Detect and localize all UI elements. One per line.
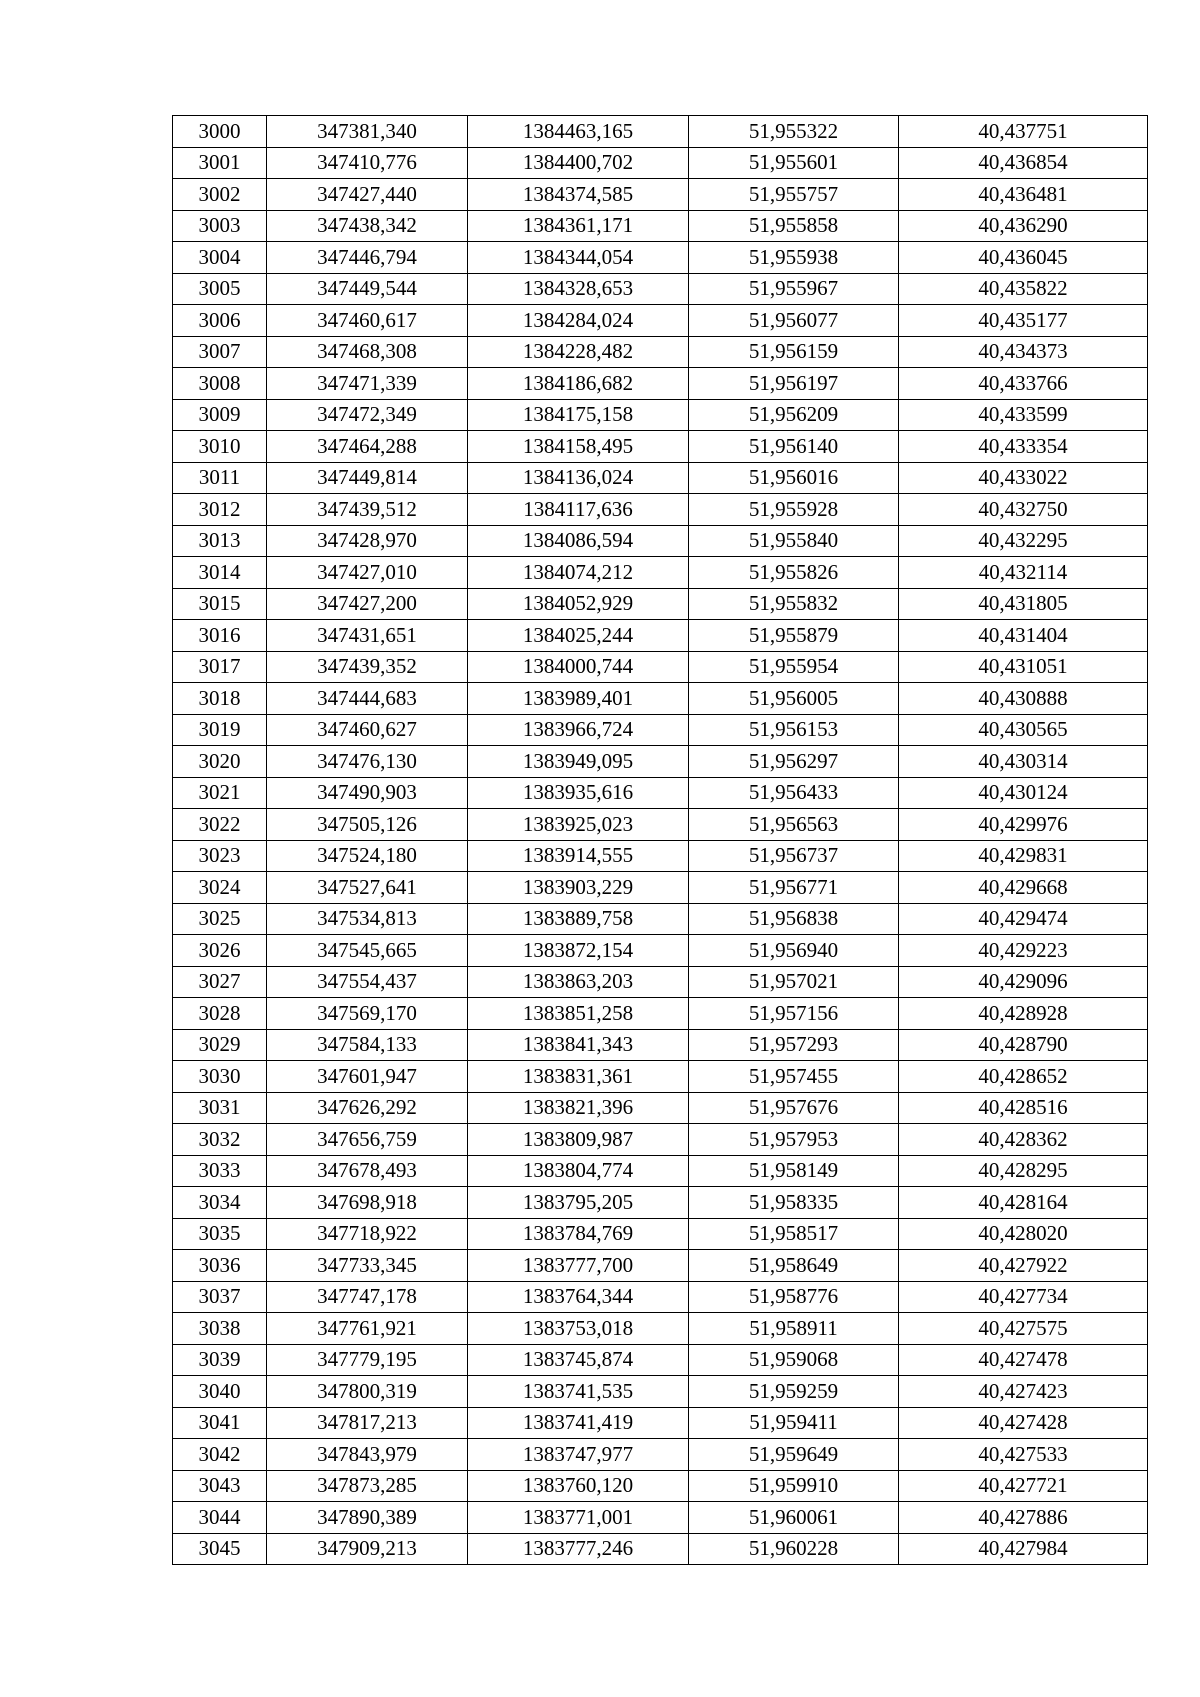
table-row: [173, 1313, 1148, 1345]
cell-point-number: 3006: [173, 305, 267, 337]
cell-coord-y: 1383753,018: [468, 1313, 689, 1345]
cell-point-number: 3004: [173, 242, 267, 274]
cell-coord-x: 347460,627: [267, 714, 468, 746]
cell-latitude: 51,956433: [689, 777, 899, 809]
cell-point-number: 3020: [173, 746, 267, 778]
cell-latitude: 51,955757: [689, 179, 899, 211]
cell-coord-y: 1383747,977: [468, 1439, 689, 1471]
cell-latitude: 51,956563: [689, 809, 899, 841]
table-row: [173, 714, 1148, 746]
cell-latitude: 51,956197: [689, 368, 899, 400]
cell-latitude: 51,958911: [689, 1313, 899, 1345]
cell-coord-x: 347524,180: [267, 840, 468, 872]
table-row: [173, 1281, 1148, 1313]
table-row: [173, 1344, 1148, 1376]
cell-coord-x: 347534,813: [267, 903, 468, 935]
coordinates-table: [172, 115, 1148, 1565]
table-row: [173, 242, 1148, 274]
cell-coord-x: 347381,340: [267, 116, 468, 148]
table-row: [173, 935, 1148, 967]
cell-latitude: 51,956140: [689, 431, 899, 463]
cell-latitude: 51,955840: [689, 525, 899, 557]
cell-point-number: 3040: [173, 1376, 267, 1408]
table-row: [173, 1029, 1148, 1061]
cell-point-number: 3018: [173, 683, 267, 715]
cell-coord-y: 1383795,205: [468, 1187, 689, 1219]
table-row: [173, 273, 1148, 305]
cell-coord-x: 347464,288: [267, 431, 468, 463]
cell-point-number: 3016: [173, 620, 267, 652]
table-row: [173, 462, 1148, 494]
cell-coord-y: 1384463,165: [468, 116, 689, 148]
cell-latitude: 51,958649: [689, 1250, 899, 1282]
cell-longitude: 40,432114: [899, 557, 1148, 589]
cell-latitude: 51,957293: [689, 1029, 899, 1061]
cell-longitude: 40,430314: [899, 746, 1148, 778]
cell-coord-y: 1383741,535: [468, 1376, 689, 1408]
table-row: [173, 1439, 1148, 1471]
cell-latitude: 51,955322: [689, 116, 899, 148]
cell-latitude: 51,958776: [689, 1281, 899, 1313]
cell-coord-y: 1383889,758: [468, 903, 689, 935]
cell-point-number: 3014: [173, 557, 267, 589]
table-row: [173, 1218, 1148, 1250]
cell-coord-y: 1383989,401: [468, 683, 689, 715]
cell-coord-x: 347460,617: [267, 305, 468, 337]
cell-point-number: 3001: [173, 147, 267, 179]
cell-coord-y: 1384400,702: [468, 147, 689, 179]
cell-coord-x: 347584,133: [267, 1029, 468, 1061]
cell-coord-y: 1383809,987: [468, 1124, 689, 1156]
cell-coord-y: 1383851,258: [468, 998, 689, 1030]
cell-longitude: 40,428164: [899, 1187, 1148, 1219]
cell-longitude: 40,427428: [899, 1407, 1148, 1439]
cell-latitude: 51,955879: [689, 620, 899, 652]
cell-coord-y: 1383821,396: [468, 1092, 689, 1124]
cell-coord-y: 1383935,616: [468, 777, 689, 809]
cell-longitude: 40,434373: [899, 336, 1148, 368]
cell-longitude: 40,436854: [899, 147, 1148, 179]
cell-point-number: 3043: [173, 1470, 267, 1502]
cell-coord-y: 1383872,154: [468, 935, 689, 967]
cell-coord-y: 1383804,774: [468, 1155, 689, 1187]
table-row: [173, 651, 1148, 683]
cell-coord-x: 347471,339: [267, 368, 468, 400]
cell-coord-x: 347817,213: [267, 1407, 468, 1439]
table-row: [173, 966, 1148, 998]
cell-coord-x: 347444,683: [267, 683, 468, 715]
cell-longitude: 40,428790: [899, 1029, 1148, 1061]
cell-coord-y: 1383784,769: [468, 1218, 689, 1250]
cell-coord-y: 1383741,419: [468, 1407, 689, 1439]
cell-coord-x: 347733,345: [267, 1250, 468, 1282]
cell-coord-x: 347626,292: [267, 1092, 468, 1124]
cell-latitude: 51,959910: [689, 1470, 899, 1502]
cell-point-number: 3011: [173, 462, 267, 494]
cell-coord-x: 347890,389: [267, 1502, 468, 1534]
cell-coord-x: 347505,126: [267, 809, 468, 841]
cell-longitude: 40,429096: [899, 966, 1148, 998]
cell-longitude: 40,431404: [899, 620, 1148, 652]
cell-longitude: 40,429474: [899, 903, 1148, 935]
table-row: [173, 746, 1148, 778]
cell-longitude: 40,430565: [899, 714, 1148, 746]
cell-latitude: 51,955826: [689, 557, 899, 589]
cell-point-number: 3017: [173, 651, 267, 683]
cell-coord-x: 347843,979: [267, 1439, 468, 1471]
cell-latitude: 51,956771: [689, 872, 899, 904]
cell-longitude: 40,430124: [899, 777, 1148, 809]
cell-coord-x: 347698,918: [267, 1187, 468, 1219]
cell-point-number: 3012: [173, 494, 267, 526]
cell-latitude: 51,958335: [689, 1187, 899, 1219]
cell-coord-x: 347438,342: [267, 210, 468, 242]
cell-longitude: 40,429668: [899, 872, 1148, 904]
cell-longitude: 40,427984: [899, 1533, 1148, 1565]
cell-coord-y: 1384361,171: [468, 210, 689, 242]
cell-point-number: 3025: [173, 903, 267, 935]
cell-point-number: 3002: [173, 179, 267, 211]
cell-latitude: 51,957455: [689, 1061, 899, 1093]
cell-point-number: 3037: [173, 1281, 267, 1313]
cell-latitude: 51,955832: [689, 588, 899, 620]
cell-latitude: 51,960228: [689, 1533, 899, 1565]
cell-coord-x: 347476,130: [267, 746, 468, 778]
cell-coord-x: 347909,213: [267, 1533, 468, 1565]
cell-latitude: 51,955967: [689, 273, 899, 305]
cell-coord-y: 1384086,594: [468, 525, 689, 557]
cell-point-number: 3036: [173, 1250, 267, 1282]
cell-coord-y: 1384186,682: [468, 368, 689, 400]
cell-longitude: 40,428295: [899, 1155, 1148, 1187]
cell-coord-x: 347656,759: [267, 1124, 468, 1156]
cell-coord-y: 1384000,744: [468, 651, 689, 683]
cell-point-number: 3027: [173, 966, 267, 998]
cell-latitude: 51,956940: [689, 935, 899, 967]
cell-longitude: 40,435822: [899, 273, 1148, 305]
cell-point-number: 3024: [173, 872, 267, 904]
cell-coord-y: 1384025,244: [468, 620, 689, 652]
cell-point-number: 3007: [173, 336, 267, 368]
cell-latitude: 51,960061: [689, 1502, 899, 1534]
cell-coord-x: 347427,440: [267, 179, 468, 211]
cell-coord-x: 347449,544: [267, 273, 468, 305]
cell-longitude: 40,432295: [899, 525, 1148, 557]
cell-longitude: 40,427721: [899, 1470, 1148, 1502]
cell-longitude: 40,429976: [899, 809, 1148, 841]
cell-longitude: 40,429223: [899, 935, 1148, 967]
cell-latitude: 51,957021: [689, 966, 899, 998]
table-row: [173, 116, 1148, 148]
cell-point-number: 3022: [173, 809, 267, 841]
cell-longitude: 40,428362: [899, 1124, 1148, 1156]
cell-latitude: 51,959411: [689, 1407, 899, 1439]
cell-point-number: 3041: [173, 1407, 267, 1439]
cell-coord-y: 1383903,229: [468, 872, 689, 904]
cell-latitude: 51,956297: [689, 746, 899, 778]
cell-longitude: 40,432750: [899, 494, 1148, 526]
cell-latitude: 51,956016: [689, 462, 899, 494]
table-row: [173, 368, 1148, 400]
cell-longitude: 40,433022: [899, 462, 1148, 494]
cell-coord-y: 1383777,246: [468, 1533, 689, 1565]
cell-longitude: 40,428652: [899, 1061, 1148, 1093]
cell-longitude: 40,427734: [899, 1281, 1148, 1313]
cell-point-number: 3026: [173, 935, 267, 967]
cell-coord-x: 347800,319: [267, 1376, 468, 1408]
cell-coord-x: 347527,641: [267, 872, 468, 904]
cell-coord-y: 1383831,361: [468, 1061, 689, 1093]
cell-longitude: 40,427533: [899, 1439, 1148, 1471]
cell-latitude: 51,955858: [689, 210, 899, 242]
cell-longitude: 40,428516: [899, 1092, 1148, 1124]
cell-coord-y: 1384158,495: [468, 431, 689, 463]
table-row: [173, 683, 1148, 715]
cell-coord-y: 1383949,095: [468, 746, 689, 778]
cell-longitude: 40,427478: [899, 1344, 1148, 1376]
cell-coord-y: 1384284,024: [468, 305, 689, 337]
cell-longitude: 40,435177: [899, 305, 1148, 337]
cell-coord-y: 1384136,024: [468, 462, 689, 494]
cell-coord-x: 347545,665: [267, 935, 468, 967]
table-row: [173, 525, 1148, 557]
cell-point-number: 3032: [173, 1124, 267, 1156]
table-row: [173, 1155, 1148, 1187]
cell-longitude: 40,430888: [899, 683, 1148, 715]
cell-latitude: 51,958517: [689, 1218, 899, 1250]
cell-point-number: 3039: [173, 1344, 267, 1376]
cell-coord-y: 1384228,482: [468, 336, 689, 368]
cell-coord-x: 347449,814: [267, 462, 468, 494]
cell-coord-x: 347569,170: [267, 998, 468, 1030]
cell-longitude: 40,437751: [899, 116, 1148, 148]
cell-coord-y: 1384328,653: [468, 273, 689, 305]
cell-coord-x: 347439,352: [267, 651, 468, 683]
table-row: [173, 872, 1148, 904]
cell-point-number: 3045: [173, 1533, 267, 1565]
cell-longitude: 40,431051: [899, 651, 1148, 683]
cell-coord-x: 347678,493: [267, 1155, 468, 1187]
cell-coord-y: 1383764,344: [468, 1281, 689, 1313]
table-row: [173, 903, 1148, 935]
cell-coord-x: 347601,947: [267, 1061, 468, 1093]
table-row: [173, 777, 1148, 809]
cell-latitude: 51,958149: [689, 1155, 899, 1187]
cell-latitude: 51,959649: [689, 1439, 899, 1471]
cell-coord-y: 1383771,001: [468, 1502, 689, 1534]
cell-longitude: 40,428020: [899, 1218, 1148, 1250]
cell-coord-x: 347873,285: [267, 1470, 468, 1502]
table-row: [173, 399, 1148, 431]
cell-coord-y: 1384052,929: [468, 588, 689, 620]
cell-latitude: 51,955938: [689, 242, 899, 274]
cell-longitude: 40,428928: [899, 998, 1148, 1030]
cell-coord-x: 347718,922: [267, 1218, 468, 1250]
cell-coord-x: 347779,195: [267, 1344, 468, 1376]
cell-longitude: 40,436481: [899, 179, 1148, 211]
cell-point-number: 3003: [173, 210, 267, 242]
cell-latitude: 51,956737: [689, 840, 899, 872]
cell-longitude: 40,427886: [899, 1502, 1148, 1534]
cell-latitude: 51,956159: [689, 336, 899, 368]
cell-longitude: 40,427575: [899, 1313, 1148, 1345]
cell-coord-x: 347468,308: [267, 336, 468, 368]
cell-coord-x: 347761,921: [267, 1313, 468, 1345]
cell-latitude: 51,957156: [689, 998, 899, 1030]
table-row: [173, 1187, 1148, 1219]
cell-latitude: 51,959068: [689, 1344, 899, 1376]
cell-point-number: 3013: [173, 525, 267, 557]
cell-coord-x: 347431,651: [267, 620, 468, 652]
table-row: [173, 1533, 1148, 1565]
cell-longitude: 40,427922: [899, 1250, 1148, 1282]
cell-coord-y: 1384344,054: [468, 242, 689, 274]
table-row: [173, 809, 1148, 841]
cell-coord-x: 347410,776: [267, 147, 468, 179]
cell-point-number: 3033: [173, 1155, 267, 1187]
cell-coord-x: 347490,903: [267, 777, 468, 809]
table-row: [173, 336, 1148, 368]
cell-point-number: 3015: [173, 588, 267, 620]
cell-coord-y: 1383966,724: [468, 714, 689, 746]
cell-point-number: 3031: [173, 1092, 267, 1124]
cell-latitude: 51,956077: [689, 305, 899, 337]
cell-longitude: 40,436290: [899, 210, 1148, 242]
cell-point-number: 3008: [173, 368, 267, 400]
cell-coord-y: 1384175,158: [468, 399, 689, 431]
cell-longitude: 40,427423: [899, 1376, 1148, 1408]
table-row: [173, 557, 1148, 589]
cell-point-number: 3000: [173, 116, 267, 148]
coordinates-table-body: [173, 116, 1148, 1565]
cell-point-number: 3038: [173, 1313, 267, 1345]
table-row: [173, 147, 1148, 179]
table-row: [173, 620, 1148, 652]
cell-point-number: 3030: [173, 1061, 267, 1093]
table-row: [173, 1061, 1148, 1093]
cell-latitude: 51,957953: [689, 1124, 899, 1156]
cell-coord-x: 347428,970: [267, 525, 468, 557]
table-row: [173, 179, 1148, 211]
cell-latitude: 51,957676: [689, 1092, 899, 1124]
cell-latitude: 51,956153: [689, 714, 899, 746]
cell-longitude: 40,433766: [899, 368, 1148, 400]
cell-latitude: 51,955601: [689, 147, 899, 179]
cell-coord-x: 347439,512: [267, 494, 468, 526]
cell-coord-y: 1383777,700: [468, 1250, 689, 1282]
cell-coord-y: 1383745,874: [468, 1344, 689, 1376]
cell-coord-y: 1383925,023: [468, 809, 689, 841]
table-row: [173, 1376, 1148, 1408]
cell-longitude: 40,431805: [899, 588, 1148, 620]
cell-coord-y: 1384374,585: [468, 179, 689, 211]
cell-point-number: 3010: [173, 431, 267, 463]
cell-point-number: 3044: [173, 1502, 267, 1534]
cell-longitude: 40,436045: [899, 242, 1148, 274]
cell-coord-y: 1383841,343: [468, 1029, 689, 1061]
table-row: [173, 305, 1148, 337]
table-row: [173, 210, 1148, 242]
cell-point-number: 3042: [173, 1439, 267, 1471]
table-row: [173, 1124, 1148, 1156]
cell-latitude: 51,956209: [689, 399, 899, 431]
cell-point-number: 3023: [173, 840, 267, 872]
cell-point-number: 3005: [173, 273, 267, 305]
table-row: [173, 1407, 1148, 1439]
cell-coord-x: 347747,178: [267, 1281, 468, 1313]
cell-coord-y: 1383863,203: [468, 966, 689, 998]
cell-coord-x: 347427,200: [267, 588, 468, 620]
cell-coord-y: 1384117,636: [468, 494, 689, 526]
cell-point-number: 3021: [173, 777, 267, 809]
cell-latitude: 51,959259: [689, 1376, 899, 1408]
table-row: [173, 1470, 1148, 1502]
cell-coord-x: 347554,437: [267, 966, 468, 998]
table-row: [173, 1250, 1148, 1282]
cell-coord-y: 1383914,555: [468, 840, 689, 872]
cell-longitude: 40,433354: [899, 431, 1148, 463]
table-row: [173, 431, 1148, 463]
table-row: [173, 588, 1148, 620]
cell-point-number: 3035: [173, 1218, 267, 1250]
cell-longitude: 40,433599: [899, 399, 1148, 431]
table-row: [173, 840, 1148, 872]
cell-point-number: 3019: [173, 714, 267, 746]
cell-latitude: 51,956005: [689, 683, 899, 715]
table-row: [173, 494, 1148, 526]
table-row: [173, 1092, 1148, 1124]
cell-point-number: 3009: [173, 399, 267, 431]
cell-latitude: 51,955928: [689, 494, 899, 526]
cell-coord-x: 347446,794: [267, 242, 468, 274]
cell-longitude: 40,429831: [899, 840, 1148, 872]
cell-latitude: 51,956838: [689, 903, 899, 935]
cell-point-number: 3029: [173, 1029, 267, 1061]
cell-coord-y: 1383760,120: [468, 1470, 689, 1502]
cell-coord-y: 1384074,212: [468, 557, 689, 589]
cell-coord-x: 347472,349: [267, 399, 468, 431]
cell-coord-x: 347427,010: [267, 557, 468, 589]
cell-point-number: 3028: [173, 998, 267, 1030]
table-row: [173, 998, 1148, 1030]
cell-latitude: 51,955954: [689, 651, 899, 683]
table-row: [173, 1502, 1148, 1534]
cell-point-number: 3034: [173, 1187, 267, 1219]
